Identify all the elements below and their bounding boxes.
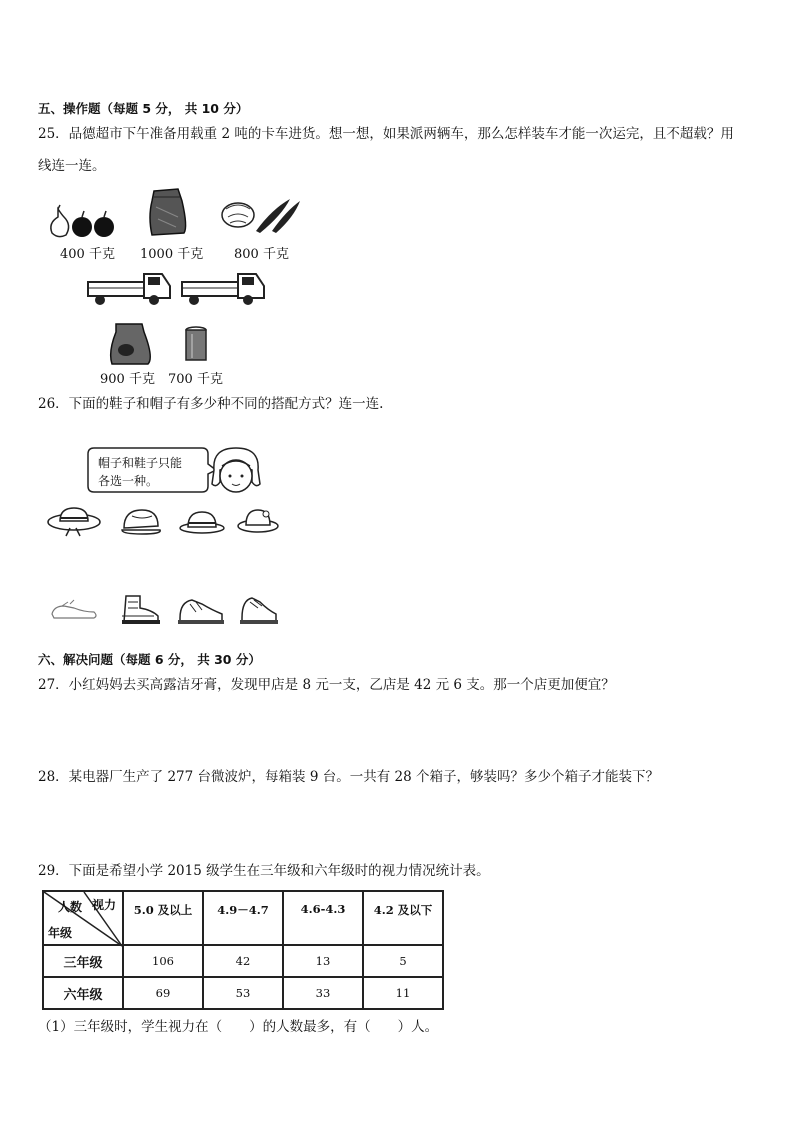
q28-text: 28．某电器厂生产了 277 台微波炉，每箱装 9 台。一共有 28 个箱子，够装吗？多少个箱子才能装下？ bbox=[38, 769, 659, 785]
q25-text-line1: 25．品德超市下午准备用载重 2 吨的卡车进货。想一想，如果派两辆车，那么怎样装车才能一次运完，且不超载？用 bbox=[38, 126, 734, 142]
item-label-bag: 900 千克 bbox=[100, 372, 155, 387]
table-cell: 69 bbox=[123, 977, 203, 1009]
q29-text: 29．下面是希望小学 2015 级学生在三年级和六年级时的视力情况统计表。 bbox=[38, 863, 490, 879]
q26-text: 26．下面的鞋子和帽子有多少种不同的搭配方式？连一连. bbox=[38, 396, 384, 412]
row-grade-cell: 三年级 bbox=[43, 945, 123, 977]
section-six-heading: 六、解决问题（每题 6 分， 共 30 分） bbox=[38, 652, 261, 667]
section-five-heading: 五、操作题（每题 5 分， 共 10 分） bbox=[38, 101, 249, 116]
truck-icon bbox=[86, 268, 174, 308]
can-icon bbox=[184, 326, 208, 364]
sack-icon bbox=[148, 187, 188, 237]
shoe-icon bbox=[48, 596, 100, 622]
table-row bbox=[43, 977, 443, 1009]
hat-icon bbox=[46, 504, 102, 538]
table-header-cell: 4.2 及以下 bbox=[363, 891, 443, 945]
table-cell: 53 bbox=[203, 977, 283, 1009]
q27-text: 27．小红妈妈去买高露洁牙膏，发现甲店是 8 元一支，乙店是 42 元 6 支。那一个店更加便宜？ bbox=[38, 677, 615, 693]
fruit-icon bbox=[48, 205, 120, 239]
boot-icon bbox=[118, 590, 164, 626]
fedora-icon bbox=[178, 508, 226, 536]
corner-people-label: 人数 bbox=[58, 900, 83, 914]
table-row bbox=[43, 945, 443, 977]
corner-vision-label: 视力 bbox=[92, 898, 117, 912]
item-label-can: 700 千克 bbox=[168, 372, 223, 387]
vision-table bbox=[42, 890, 444, 1010]
table-header-cell: 5.0 及以上 bbox=[123, 891, 203, 945]
table-cell: 5 bbox=[363, 945, 443, 977]
q25-text-line2: 线连一连。 bbox=[38, 158, 106, 174]
sneaker-icon bbox=[176, 592, 226, 626]
table-header-cell: 4.6-4.3 bbox=[283, 891, 363, 945]
table-cell: 106 bbox=[123, 945, 203, 977]
row-grade-cell: 六年级 bbox=[43, 977, 123, 1009]
sun-hat-icon bbox=[236, 504, 282, 536]
cap-icon bbox=[120, 506, 164, 536]
table-corner-cell bbox=[43, 891, 123, 945]
table-cell: 42 bbox=[203, 945, 283, 977]
table-header-cell: 4.9－4.7 bbox=[203, 891, 283, 945]
truck-icon bbox=[180, 268, 268, 308]
corner-grade-label: 年级 bbox=[48, 926, 73, 940]
item-label-fruit: 400 千克 bbox=[60, 247, 115, 262]
sneaker-icon bbox=[236, 592, 280, 626]
bubble-line2: 各选一种。 bbox=[98, 474, 159, 488]
table-cell: 33 bbox=[283, 977, 363, 1009]
table-cell: 11 bbox=[363, 977, 443, 1009]
vegetables-icon bbox=[220, 195, 304, 235]
item-label-vegetables: 800 千克 bbox=[234, 247, 289, 262]
item-label-sack: 1000 千克 bbox=[140, 247, 204, 262]
bubble-line1: 帽子和鞋子只能 bbox=[98, 456, 183, 470]
table-cell: 13 bbox=[283, 945, 363, 977]
girl-icon bbox=[208, 444, 264, 500]
q29-sub1-text: （1）三年级时，学生视力在（ ）的人数最多，有（ ）人。 bbox=[38, 1019, 439, 1035]
bag-icon bbox=[108, 322, 154, 366]
